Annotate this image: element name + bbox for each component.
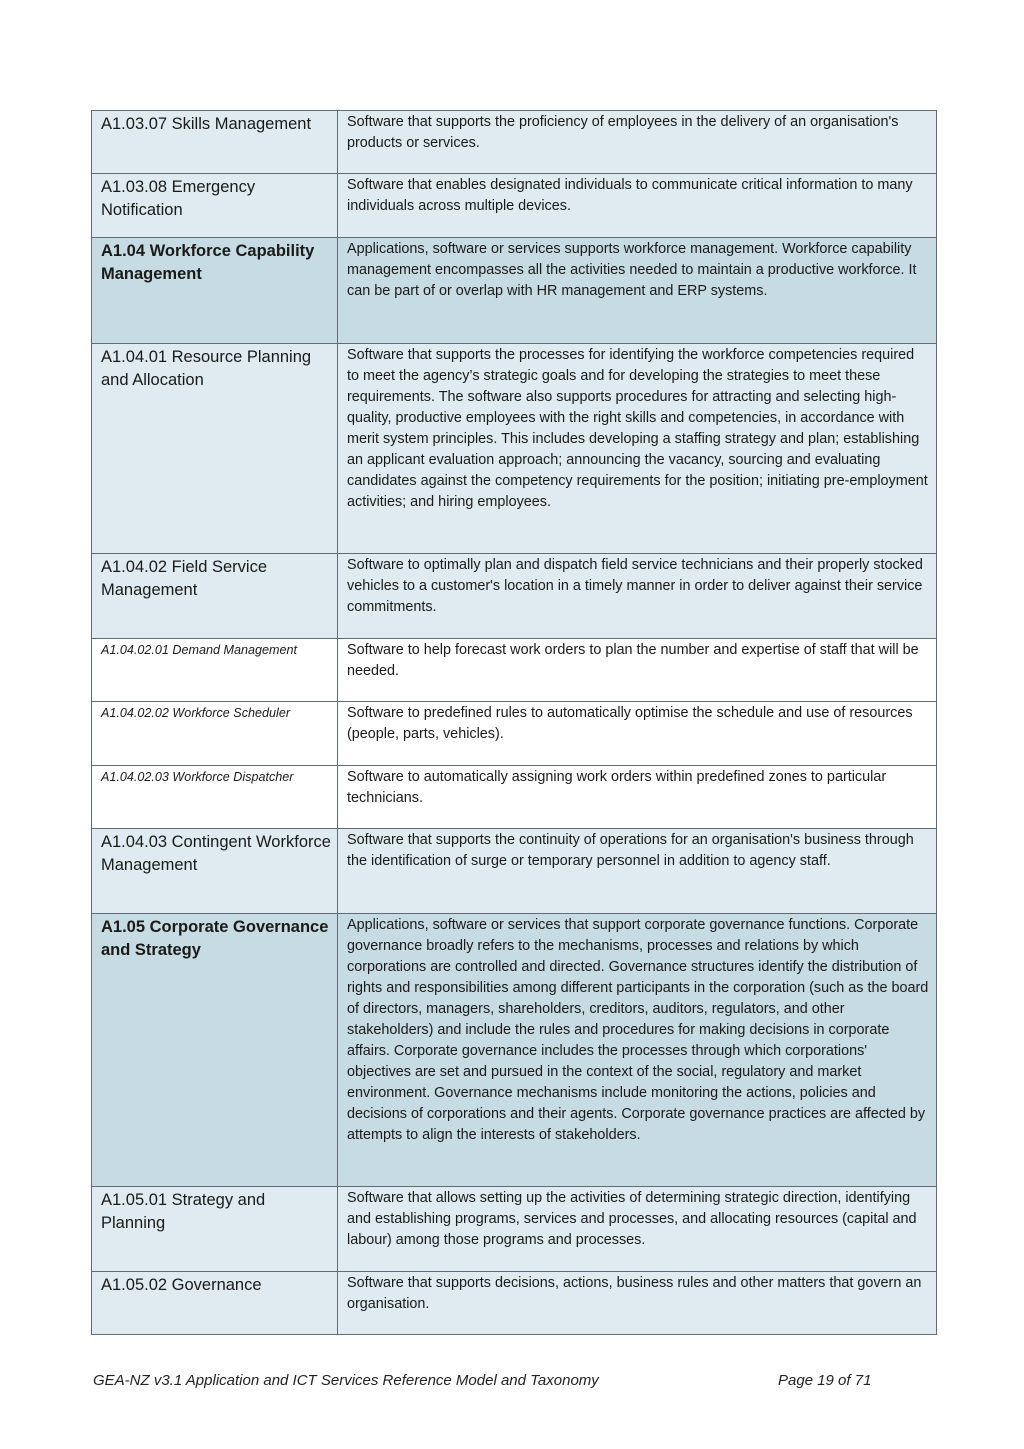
taxonomy-description: Software to help forecast work orders to plan the number and expertise of staff that will be needed.	[347, 642, 919, 679]
name-cell	[92, 766, 338, 829]
name-cell	[92, 238, 338, 344]
description-cell	[338, 238, 937, 344]
table-row	[92, 174, 937, 238]
name-cell	[92, 174, 338, 238]
taxonomy-description: Software that supports decisions, actions, business rules and other matters that govern an organisation.	[347, 1275, 922, 1312]
taxonomy-name: A1.04 Workforce Capability Management	[101, 242, 315, 283]
description-cell	[338, 1187, 937, 1272]
taxonomy-description: Software that supports the continuity of operations for an organisation's business through the identification of surge or temporary personnel in addition to agency staff.	[347, 832, 914, 869]
table-row	[92, 238, 937, 344]
taxonomy-description: Software to optimally plan and dispatch field service technicians and their properly stocked vehicles to a customer's location in a timely manner in order to deliver against their service commitments.	[347, 557, 923, 615]
table-row	[92, 914, 937, 1187]
description-cell	[338, 702, 937, 766]
name-cell	[92, 639, 338, 702]
name-cell	[92, 1272, 338, 1335]
description-cell	[338, 1272, 937, 1335]
name-cell	[92, 554, 338, 639]
table-row	[92, 766, 937, 829]
taxonomy-name: A1.05.01 Strategy and Planning	[101, 1191, 266, 1232]
taxonomy-description: Software that supports the processes for identifying the workforce competencies required to meet the agency’s strategic goals and for developing the strategies to meet these requirements. The software also supports procedures for attracting and selecting high-quality, productive employees with the right skills and competencies, in accordance with merit system principles. This includes developing a staffing strategy and plan; establishing an applicant evaluation approach; announcing the vacancy, sourcing and evaluating candidates against the competency requirements for the position; initiating pre-employment activities; and hiring employees.	[347, 347, 928, 510]
taxonomy-table	[91, 110, 937, 1335]
taxonomy-name: A1.05 Corporate Governance and Strategy	[101, 918, 329, 959]
taxonomy-name: A1.05.02 Governance	[101, 1276, 262, 1294]
taxonomy-name: A1.04.02.02 Workforce Scheduler	[101, 706, 291, 720]
taxonomy-name: A1.04.02.01 Demand Management	[101, 643, 298, 657]
taxonomy-description: Software to predefined rules to automatically optimise the schedule and use of resources (people, parts, vehicles).	[347, 705, 913, 742]
table-row	[92, 702, 937, 766]
table-row	[92, 554, 937, 639]
taxonomy-description: Applications, software or services that support corporate governance functions. Corporate governance broadly refers to the mechanisms, processes and relations by which corporations are controlled and directed. Governance structures identify the distribution of rights and responsibilities among different participants in the corporation (such as the board of directors, managers, shareholders, creditors, auditors, regulators, and other stakeholders) and include the rules and procedures for making decisions in corporate affairs. Corporate governance includes the processes through which corporations' objectives are set and pursued in the context of the social, regulatory and market environment. Governance mechanisms include monitoring the actions, policies and decisions of corporations and their agents. Corporate governance practices are affected by attempts to align the interests of stakeholders.	[347, 917, 929, 1143]
footer-page-number: Page 19 of 71	[778, 1372, 872, 1389]
taxonomy-description: Software that enables designated individuals to communicate critical information to many individuals across multiple devices.	[347, 177, 913, 214]
taxonomy-name: A1.04.03 Contingent Workforce Management	[101, 833, 331, 874]
table-row	[92, 639, 937, 702]
taxonomy-description: Software that allows setting up the activities of determining strategic direction, identifying and establishing programs, services and processes, and allocating resources (capital and labour) among those programs and processes.	[347, 1190, 917, 1248]
name-cell	[92, 1187, 338, 1272]
name-cell	[92, 914, 338, 1187]
description-cell	[338, 111, 937, 174]
name-cell	[92, 702, 338, 766]
taxonomy-name: A1.04.01 Resource Planning and Allocation	[101, 348, 312, 389]
description-cell	[338, 829, 937, 914]
taxonomy-description: Software that supports the proficiency of employees in the delivery of an organisation's products or services.	[347, 114, 899, 151]
table-row	[92, 111, 937, 174]
taxonomy-description: Software to automatically assigning work orders within predefined zones to particular technicians.	[347, 769, 887, 806]
description-cell	[338, 344, 937, 554]
taxonomy-name: A1.03.07 Skills Management	[101, 115, 312, 133]
taxonomy-name: A1.04.02.03 Workforce Dispatcher	[101, 770, 294, 784]
description-cell	[338, 766, 937, 829]
table-row	[92, 829, 937, 914]
name-cell	[92, 344, 338, 554]
description-cell	[338, 554, 937, 639]
description-cell	[338, 914, 937, 1187]
taxonomy-description: Applications, software or services supports workforce management. Workforce capability management encompasses all the activities needed to maintain a productive workforce. It can be part of or overlap with HR management and ERP systems.	[347, 241, 917, 299]
table-row	[92, 344, 937, 554]
description-cell	[338, 174, 937, 238]
table-row	[92, 1187, 937, 1272]
name-cell	[92, 829, 338, 914]
name-cell	[92, 111, 338, 174]
table-row	[92, 1272, 937, 1335]
description-cell	[338, 639, 937, 702]
taxonomy-name: A1.03.08 Emergency Notification	[101, 178, 256, 219]
footer-document-title: GEA-NZ v3.1 Application and ICT Services Reference Model and Taxonomy	[93, 1372, 599, 1389]
taxonomy-name: A1.04.02 Field Service Management	[101, 558, 268, 599]
